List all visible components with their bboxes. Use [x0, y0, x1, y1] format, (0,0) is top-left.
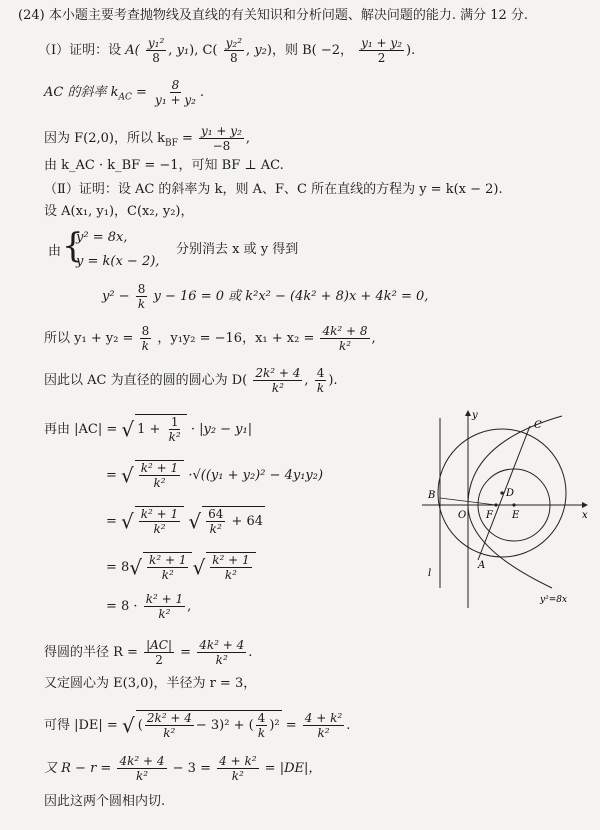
vieta: 所以 y₁ + y₂ = $\frac{8}{k}$ ，y₁y₂ = −16，x₁ + x₂ = $\frac{\text{4k² + 8}}{\text{k²}}$ ,	[44, 324, 376, 353]
label-parabola: y²=8x	[540, 595, 568, 605]
label-a: A	[478, 560, 486, 571]
problem-header: (24) 本小题主要考查抛物线及直线的有关知识和分析问题、解决问题的能力. 满分 12 分.	[18, 8, 529, 23]
system-brace: {	[62, 226, 84, 266]
label-d: D	[506, 488, 515, 499]
geometry-figure	[422, 408, 592, 608]
ac-length: 再由 |AC| = √ 1 + $\frac{1}{\text{k²}}$ · |y₂ − y₁|	[44, 415, 253, 444]
label-e: E	[512, 510, 520, 521]
slope-bf: 因为 F(2,0)，所以 $k_{BF}$ = $\frac{\text{y₁ + y₂}}{-8}$ ,	[44, 124, 251, 153]
ac-step3: = √ $\frac{\text{k² + 1}}{\text{k²}}$ √ $\frac{64}{\text{k²}}$ + 64	[106, 507, 264, 536]
r-difference: 又 R − r = $\frac{\text{4k² + 4}}{\text{k²}}$ − 3 = $\frac{\text{4 + k²}}{\text{k²}}$ = |DE|，	[44, 754, 322, 783]
point-e	[512, 503, 515, 506]
label-c: C	[534, 420, 542, 431]
label-b: B	[428, 490, 436, 501]
circle-center: 因此以 AC 为直径的圆的圆心为 D( $\frac{\text{2k² + 4}}{\text{k²}}$ , $\frac{4}{k}$ ).	[44, 366, 338, 395]
quadratics: y² − $\frac{8}{k}$ y − 16 = 0 或 k²x² − (4k² + 8)x + 4k² = 0,	[102, 282, 429, 311]
label-x: x	[582, 510, 588, 521]
ac-step4: = 8√ $\frac{\text{k² + 1}}{\text{k²}}$ √ $\frac{\text{k² + 1}}{\text{k²}}$	[106, 552, 256, 582]
x-axis-arrow	[582, 502, 588, 508]
part2-intro: （Ⅱ）证明：设 AC 的斜率为 k，则 A、F、C 所在直线的方程为 y = k(x − 2).	[44, 182, 503, 197]
y-axis-arrow	[465, 410, 471, 416]
system-eq1: y² = 8x,	[76, 230, 128, 245]
label-y: y	[472, 410, 478, 421]
fixed-circle: 又定圆心为 E(3,0)，半径为 r = 3，	[44, 676, 257, 691]
slope-ac: AC 的斜率 $k_{AC}$ = $\frac{8}{\text{y₁ + y₂}}$ .	[44, 78, 205, 107]
point-d	[500, 491, 503, 494]
radius-R: 得圆的半径 R = $\frac{|AC|}{2}$ = $\frac{\text{4k² + 4}}{\text{k²}}$ .	[44, 638, 253, 667]
ac-step5: = 8 · $\frac{\text{k² + 1}}{\text{k²}}$ ,	[106, 592, 192, 621]
system-prefix: 由	[48, 244, 62, 259]
part1-setup: （Ⅰ）证明：设 A( $\frac{\text{y₁²}}{8}$ , y₁), C( $\frac{\text{y₂²}}{8}$ , y₂)，则 B( −2， $\frac{\text{y₁ + y₂}}{2}$ ).	[38, 36, 416, 65]
label-l: l	[428, 568, 432, 579]
part1-conclusion: 由 k_AC · k_BF = −1，可知 BF ⊥ AC.	[44, 158, 284, 173]
label-f: F	[486, 510, 493, 521]
system-eq2: y = k(x − 2),	[76, 254, 160, 269]
label-o: O	[458, 510, 467, 521]
de-length: 可得 |DE| = √ ( $\frac{\text{2k² + 4}}{\text{k²}}$ − 3)² + ( $\frac{4}{k}$ )² = $\frac{\text{4 + k²}}{\text{k²}}$ .	[44, 711, 351, 740]
point-f	[494, 503, 497, 506]
part2-points: 设 A(x₁, y₁)，C(x₂, y₂)，	[44, 204, 194, 219]
eliminate-text: 分别消去 x 或 y 得到	[176, 242, 299, 257]
ac-step2: = √ $\frac{\text{k² + 1}}{\text{k²}}$ ·√((y₁ + y₂)² − 4y₁y₂)	[106, 461, 324, 490]
final-conclusion: 因此这两个圆相内切.	[44, 794, 166, 809]
